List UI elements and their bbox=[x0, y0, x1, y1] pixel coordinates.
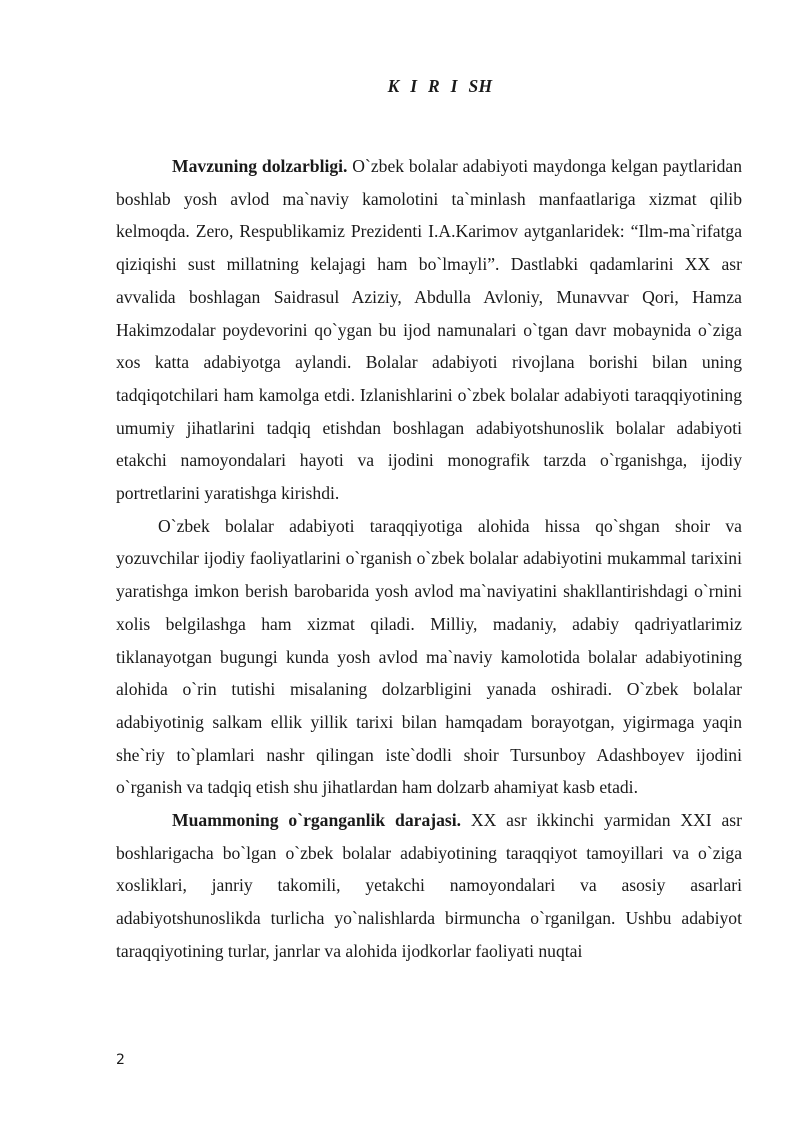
paragraph-study-level bbox=[116, 804, 742, 968]
page-title: K I R I SH bbox=[387, 76, 493, 96]
paragraph-lead: Mavzuning dolzarbligi. bbox=[172, 156, 348, 176]
paragraph-significance bbox=[116, 510, 742, 804]
paragraph-text: XX asr ikkinchi yarmidan XXI asr boshlarigacha bo`lgan o`zbek bolalar adabiyotining taraqqiyot tamoyillari va o`ziga xosliklari, janriy takomili, yetakchi namoyondalari va asosiy asarlari adabiyotshunoslikda turlicha yo`nalishlarda birmuncha o`rganilgan. Ushbu adabiyot taraqqiyotining turlar, janrlar va alohida ijodkorlar faoliyati nuqtai bbox=[116, 810, 742, 961]
body-text bbox=[116, 150, 742, 968]
paragraph-text: O`zbek bolalar adabiyoti maydonga kelgan paytlaridan boshlab yosh avlod ma`naviy kamolotini ta`minlash manfaatlariga xizmat qilib kelmoqda. Zero, Respublikamiz Prezidenti I.A.Karimov aytganlaridek: “Ilm-ma`rifatga qiziqishi sust millatning kelajagi ham bo`lmayli”. Dastlabki qadamlarini XX asr avvalida boshlagan Saidrasul Aziziy, Abdulla Avloniy, Munavvar Qori, Hamza Hakimzodalar poydevorini qo`ygan bu ijod namunalari o`tgan davr mobaynida o`ziga xos katta adabiyotga aylandi. Bolalar adabiyoti rivojlana borishi bilan uning tadqiqotchilari ham kamolga etdi. Izlanishlarini o`zbek bolalar adabiyoti taraqqiyotining umumiy jihatlarini tadqiq etishdan boshlagan adabiyotshunoslik bolalar adabiyoti etakchi namoyondalari hayoti va ijodini monografik tarzda o`rganishga, ijodiy portretlarini yaratishga kirishdi. bbox=[116, 156, 742, 504]
page-number: 2 bbox=[116, 1052, 125, 1068]
paragraph-lead: Muammoning o`rganganlik darajasi. bbox=[172, 810, 462, 831]
paragraph-text: O`zbek bolalar adabiyoti taraqqiyotiga alohida hissa qo`shgan shoir va yozuvchilar ijodiy faoliyatlarini o`rganish o`zbek bolalar adabiyotini mukammal tarixini yaratishga imkon berish barobarida yosh avlod ma`naviyatini shakllantirishdagi o`rnini xolis belgilashga ham xizmat qiladi. Milliy, madaniy, adabiy qadriyatlarimiz tiklanayotgan bugungi kunda yosh avlod ma`naviy kamolotida bolalar adabiyotining alohida o`rin tutishi misalaning dolzarbligini yanada oshiradi. O`zbek bolalar adabiyotinig salkam ellik yillik tarixi bilan hamqadam borayotgan, yigirmaga yaqin she`riy to`plamlari nashr qilingan iste`dodli shoir Tursunboy Adashboyev ijodini o`rganish va tadqiq etish shu jihatlardan ham dolzarb ahamiyat kasb etadi. bbox=[116, 515, 742, 798]
paragraph-relevance bbox=[116, 150, 742, 510]
